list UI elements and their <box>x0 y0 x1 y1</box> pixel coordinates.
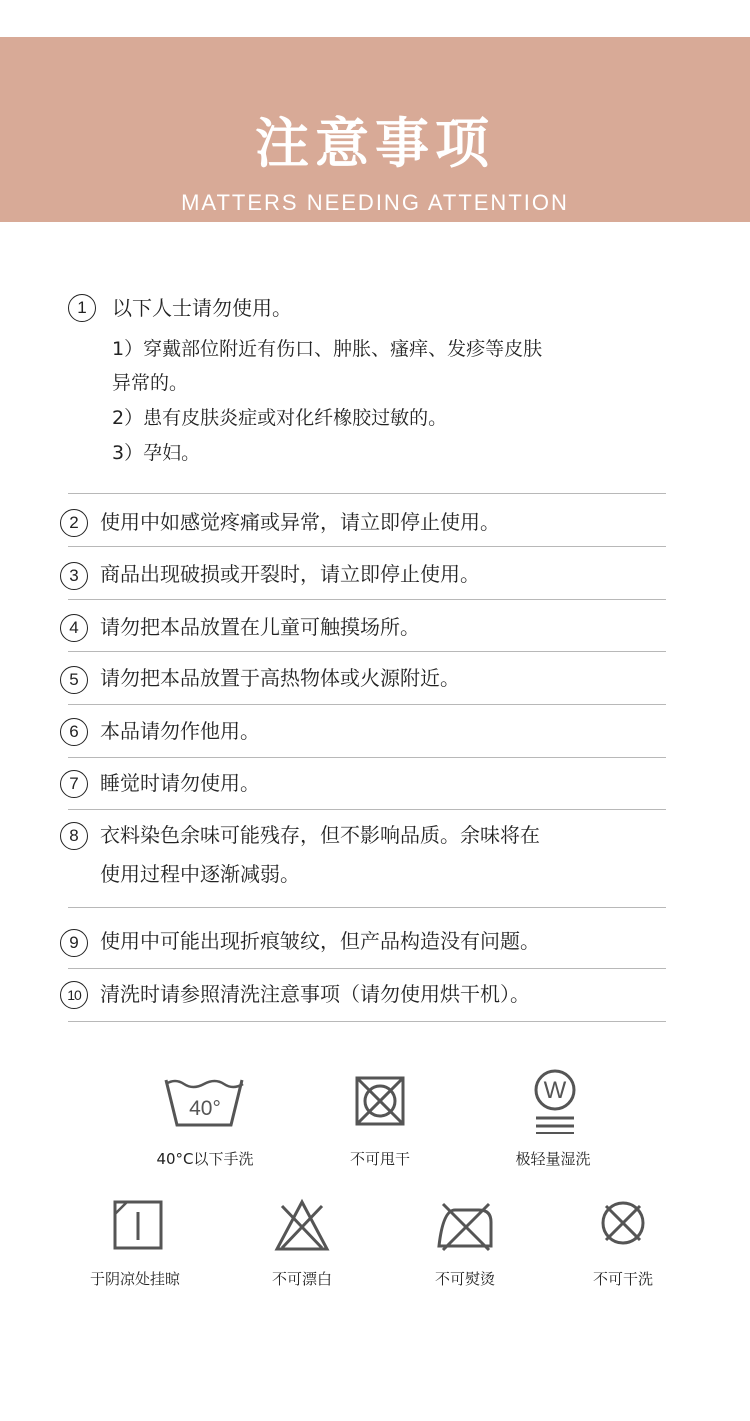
wet-clean-letter: W <box>543 1077 567 1104</box>
note-text: 商品出现破损或开裂时，请立即停止使用。 <box>100 562 480 586</box>
no-dry-clean-icon <box>598 1198 648 1248</box>
note-text: 本品请勿作他用。 <box>100 719 260 743</box>
page-title: 注意事项 <box>255 112 495 175</box>
line-dry-shade-icon <box>113 1200 163 1250</box>
note-number: 6 <box>60 718 88 746</box>
divider <box>68 599 666 600</box>
wash-temperature-label: 40° <box>189 1097 221 1120</box>
care-label: 极轻量湿洗 <box>515 1150 591 1168</box>
note-text: 衣料染色余味可能残存，但不影响品质。余味将在 <box>100 823 540 847</box>
divider <box>68 968 666 969</box>
note-number: 2 <box>60 509 88 537</box>
divider <box>68 546 666 547</box>
note-number: 5 <box>60 666 88 694</box>
no-iron-icon <box>435 1200 495 1252</box>
note-text: 清洗时请参照清洗注意事项（请勿使用烘干机）。 <box>100 982 530 1006</box>
care-label: 不可甩干 <box>349 1150 410 1168</box>
header-banner <box>0 37 750 222</box>
care-label: 不可熨烫 <box>434 1270 495 1288</box>
care-label: 不可干洗 <box>592 1270 653 1288</box>
note-number: 10 <box>60 981 88 1009</box>
note-text: 请勿把本品放置在儿童可触摸场所。 <box>100 615 420 639</box>
note-text: 请勿把本品放置于高热物体或火源附近。 <box>100 666 460 690</box>
divider <box>68 651 666 652</box>
divider <box>68 907 666 908</box>
care-label: 不可漂白 <box>271 1270 332 1288</box>
note-number: 7 <box>60 770 88 798</box>
note-number: 1 <box>68 294 96 322</box>
gentle-wet-clean-icon <box>530 1068 580 1134</box>
no-bleach-icon <box>274 1198 330 1254</box>
note-text-continued: 使用过程中逐渐减弱。 <box>100 862 300 886</box>
note-number: 4 <box>60 614 88 642</box>
note-text: 睡觉时请勿使用。 <box>100 771 260 795</box>
divider <box>68 1021 666 1022</box>
divider <box>68 493 666 494</box>
note-text: 使用中如感觉疼痛或异常，请立即停止使用。 <box>100 510 500 534</box>
note-subitem: 2）患有皮肤炎症或对化纤橡胶过敏的。 <box>112 407 448 429</box>
note-subitem: 异常的。 <box>112 372 189 394</box>
note-number: 3 <box>60 562 88 590</box>
page-subtitle: MATTERS NEEDING ATTENTION <box>181 190 569 215</box>
note-text: 使用中可能出现折痕皱纹，但产品构造没有问题。 <box>100 929 540 953</box>
divider <box>68 757 666 758</box>
care-label: 40°C以下手洗 <box>156 1150 254 1168</box>
note-subitem: 3）孕妇。 <box>112 442 201 464</box>
note-number: 9 <box>60 929 88 957</box>
note-subitem: 1）穿戴部位附近有伤口、肿胀、瘙痒、发疹等皮肤 <box>112 338 543 360</box>
no-spin-dry-icon <box>354 1075 406 1127</box>
divider <box>68 704 666 705</box>
note-text: 以下人士请勿使用。 <box>112 296 292 320</box>
divider <box>68 809 666 810</box>
care-label: 于阴凉处挂晾 <box>89 1270 180 1288</box>
note-number: 8 <box>60 822 88 850</box>
wash-40-icon <box>163 1075 245 1131</box>
